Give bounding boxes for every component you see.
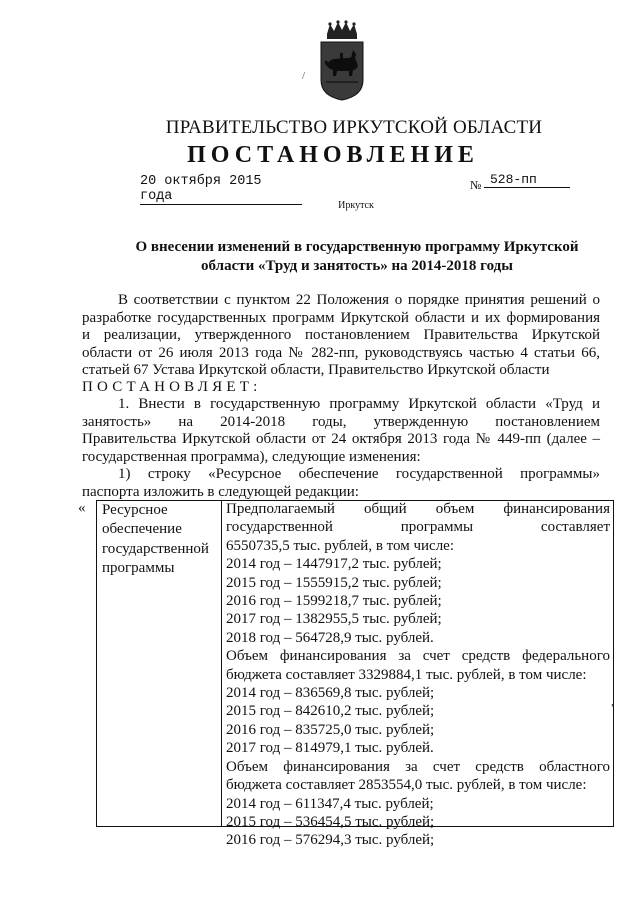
item-1-paragraph xyxy=(82,396,600,466)
table-column-divider xyxy=(221,500,222,827)
text-line: области от 26 июля 2013 года № 282-пп, руководствуясь частью 4 статьи 66, xyxy=(82,344,600,361)
value-line: бюджета составляет 3329884,1 тыс. рублей, в том числе: xyxy=(226,666,587,683)
preamble-paragraph xyxy=(82,292,600,380)
value-line: 2017 год – 814979,1 тыс. рублей. xyxy=(226,740,434,757)
value-line: 2014 год – 836569,8 тыс. рублей; xyxy=(226,685,435,702)
value-line: Объем финансирования за счет средств областного xyxy=(226,758,610,775)
open-quote: « xyxy=(78,500,86,516)
label-line: государственной xyxy=(102,540,209,557)
value-line: 2014 год – 1447917,2 тыс. рублей; xyxy=(226,556,442,573)
value-line: 2016 год – 835725,0 тыс. рублей; xyxy=(226,721,435,738)
value-line: 2016 год – 1599218,7 тыс. рублей; xyxy=(226,593,442,610)
value-line: 2015 год – 842610,2 тыс. рублей; xyxy=(226,703,435,720)
text-line: разработке государственных программ Иркутской области и их формирования xyxy=(82,309,600,326)
value-line: 2018 год – 564728,9 тыс. рублей. xyxy=(226,629,434,646)
text-line: государственная программа), следующие изменения: xyxy=(82,448,421,465)
label-line: Ресурсное xyxy=(102,502,168,518)
document-number: 528-пп xyxy=(484,172,570,188)
text-line: В соответствии с пунктом 22 Положения о порядке принятия решений о xyxy=(118,292,600,308)
number-label: № xyxy=(470,178,482,192)
subitem-1-paragraph xyxy=(82,466,600,501)
margin-mark: , xyxy=(611,694,614,708)
document-subject xyxy=(92,238,622,276)
coat-of-arms-icon xyxy=(318,20,366,102)
government-title: ПРАВИТЕЛЬСТВО ИРКУТСКОЙ ОБЛАСТИ xyxy=(165,117,543,138)
decrees-heading: ПОСТАНОВЛЯЕТ: xyxy=(82,379,262,395)
value-line: 2017 год – 1382955,5 тыс. рублей; xyxy=(226,611,442,628)
text-line: статьей 67 Устава Иркутской области, Правительство Иркутской области xyxy=(82,362,550,379)
text-line: Правительства Иркутской области от 24 октября 2013 года № 449-пп (далее – xyxy=(82,431,600,448)
value-line: Предполагаемый общий объем финансирования xyxy=(226,501,610,517)
table-value-cell xyxy=(226,500,610,850)
document-date: 20 октября 2015 года xyxy=(140,174,302,205)
value-line: 2014 год – 611347,4 тыс. рублей; xyxy=(226,795,434,812)
label-line: обеспечение xyxy=(102,521,182,538)
value-line: 2015 год – 1555915,2 тыс. рублей; xyxy=(226,574,442,591)
document-city: Иркутск xyxy=(338,200,374,211)
subject-line: области «Труд и занятость» на 2014-2018 годы xyxy=(201,258,513,274)
text-line: 1) строку «Ресурсное обеспечение государственной программы» xyxy=(118,466,600,482)
value-line: 2015 год – 536454,5 тыс. рублей; xyxy=(226,813,435,830)
subject-line: О внесении изменений в государственную программу Иркутской xyxy=(135,239,579,255)
stray-mark: / xyxy=(302,70,306,82)
document-type-title: ПОСТАНОВЛЕНИЕ xyxy=(187,142,479,168)
label-line: программы xyxy=(102,560,175,577)
value-line: 6550735,5 тыс. рублей, в том числе: xyxy=(226,537,455,554)
text-line: паспорта изложить в следующей редакции: xyxy=(82,483,359,500)
text-line: и реализации, утвержденного постановлением Правительства Иркутской xyxy=(82,327,600,344)
table-label-cell xyxy=(102,501,220,579)
value-line: Объем финансирования за счет средств федерального xyxy=(226,648,610,665)
value-line: бюджета составляет 2853554,0 тыс. рублей, в том числе: xyxy=(226,777,587,794)
value-line: 2016 год – 576294,3 тыс. рублей; xyxy=(226,832,435,849)
text-line: 1. Внести в государственную программу Иркутской области «Труд и xyxy=(118,396,600,412)
value-line: государственной программы составляет xyxy=(226,519,610,536)
text-line: занятость» на 2014-2018 годы, утвержденную постановлением xyxy=(82,413,600,430)
